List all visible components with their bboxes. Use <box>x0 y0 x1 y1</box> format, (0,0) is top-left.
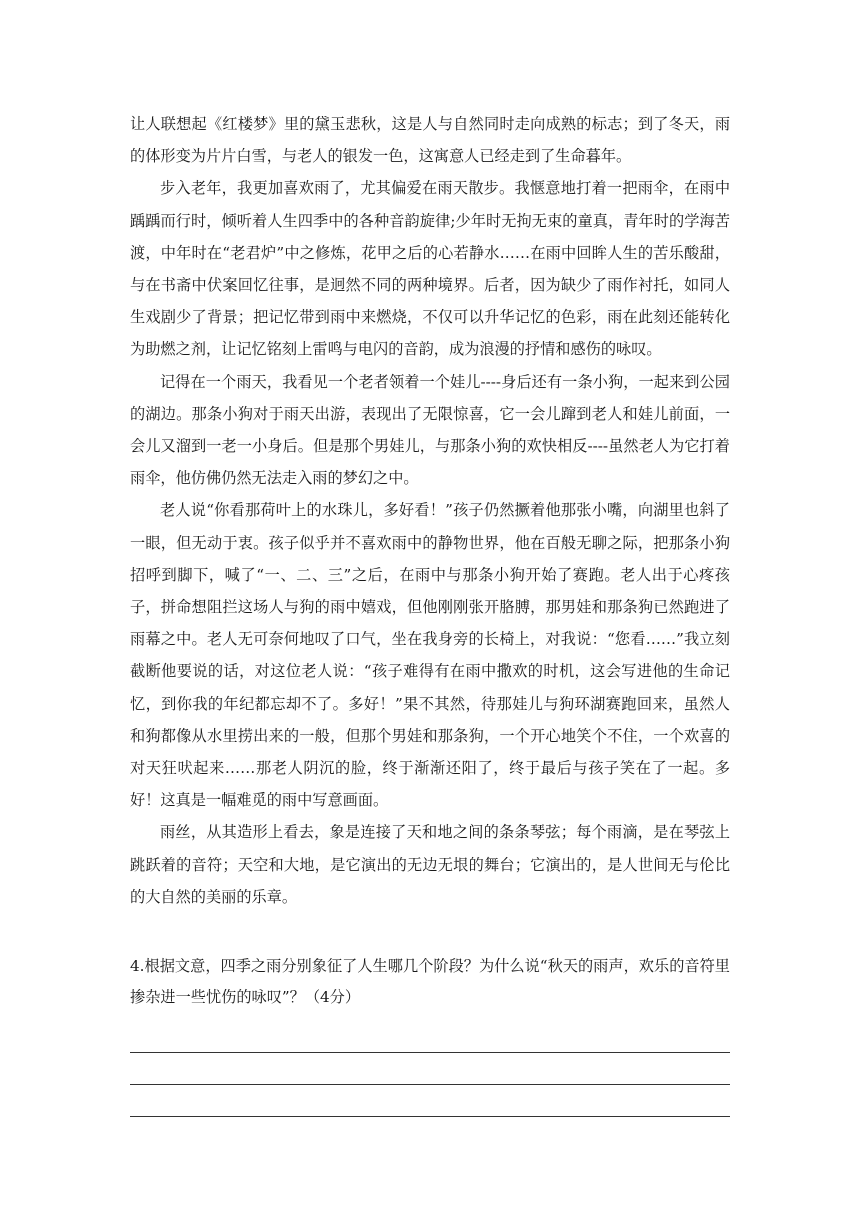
question-4: 4.根据文意，四季之雨分别象征了人生哪几个阶段？为什么说“秋天的雨声，欢乐的音符里掺杂进一些忧伤的咏叹”？（4分） <box>130 957 730 1007</box>
answer-area[interactable] <box>130 1021 730 1117</box>
paragraph-old-man-and-child: 记得在一个雨天，我看见一个老者领着一个娃儿----身后还有一条小狗，一起来到公园的湖边。那条小狗对于雨天出游，表现出了无限惊喜，它一会儿蹿到老人和娃儿前面，一会儿又溜到一老一小身后。但是那个男娃儿，与那条小狗的欢快相反----虽然老人为它打着雨伞，他仿佛仍然无法走入雨的梦幻之中。 <box>130 372 730 488</box>
paragraph-rain-music: 雨丝，从其造形上看去，象是连接了天和地之间的条条琴弦；每个雨滴，是在琴弦上跳跃着的音符；天空和大地，是它演出的无边无垠的舞台；它演出的，是人世间无与伦比的大自然的美丽的乐章。 <box>130 823 730 906</box>
answer-line[interactable] <box>130 1053 730 1085</box>
answer-line[interactable] <box>130 1021 730 1053</box>
paragraph-continuation: 让人联想起《红楼梦》里的黛玉悲秋，这是人与自然同时走向成熟的标志；到了冬天，雨的体形变为片片白雪，与老人的银发一色，这寓意人已经走到了生命暮年。 <box>130 115 730 166</box>
paragraph-walking-in-rain: 步入老年，我更加喜欢雨了，尤其偏爱在雨天散步。我惬意地打着一把雨伞，在雨中踽踽而行时，倾听着人生四季中的各种音韵旋律;少年时无拘无束的童真，青年时的学海苦渡，中年时在“老君炉”中之修炼，花甲之后的心若静水……在雨中回眸人生的苦乐酸甜，与在书斋中伏案回忆往事，是迥然不同的两种境界。后者，因为缺少了雨作衬托，如同人生戏剧少了背景；把记忆带到雨中来燃烧，不仅可以升华记忆的色彩，雨在此刻还能转化为助燃之剂，让记忆铭刻上雷鸣与电闪的音韵，成为浪漫的抒情和感伤的咏叹。 <box>130 179 730 359</box>
answer-line[interactable] <box>130 1085 730 1117</box>
paragraph-rain-race: 老人说“你看那荷叶上的水珠儿，多好看！”孩子仍然撅着他那张小嘴，向湖里也斜了一眼，但无动于衷。孩子似乎并不喜欢雨中的静物世界，他在百般无聊之际，把那条小狗招呼到脚下，喊了“一、二、三”之后，在雨中与那条小狗开始了赛跑。老人出于心疼孩子，拼命想阻拦这场人与狗的雨中嬉戏，但他刚刚张开胳膊，那男娃和那条狗已然跑进了雨幕之中。老人无可奈何地叹了口气，坐在我身旁的长椅上，对我说：“您看……”我立刻截断他要说的话，对这位老人说：“孩子难得有在雨中撒欢的时机，这会写进他的生命记忆，到你我的年纪都忘却不了。多好！”果不其然，待那娃儿与狗环湖赛跑回来，虽然人和狗都像从水里捞出来的一般，但那个男娃和那条狗，一个开心地笑个不住，一个欢喜的对天狂吠起来……那老人阴沉的脸，终于渐渐还阳了，终于最后与孩子笑在了一起。多好！这真是一幅难觅的雨中写意画面。 <box>130 501 730 810</box>
document-page <box>130 108 730 1117</box>
